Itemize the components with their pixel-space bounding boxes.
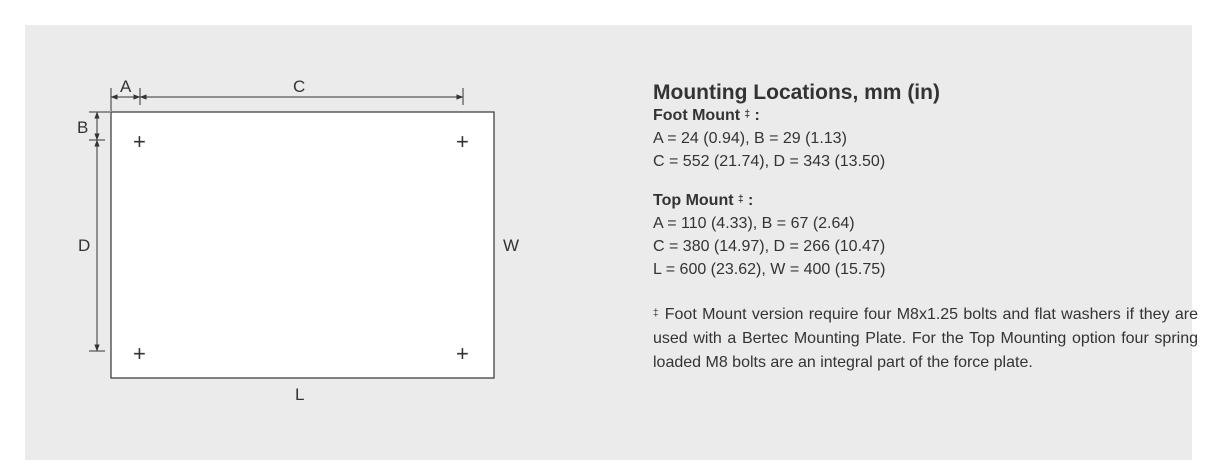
top-mount-suffix: : [748, 192, 754, 209]
plate-outline [111, 112, 494, 378]
label-a: A [120, 77, 132, 96]
top-mount-line: L = 600 (23.62), W = 400 (15.75) [653, 261, 886, 278]
label-d: D [78, 236, 91, 255]
mounting-panel [25, 25, 1199, 460]
mounting-title: Mounting Locations, mm (in) [653, 81, 940, 104]
label-b: B [77, 118, 89, 137]
foot-mount-marker: ‡ [744, 109, 751, 120]
foot-mount-line: A = 24 (0.94), B = 29 (1.13) [653, 130, 847, 147]
mount-mark-bottom-left: + [133, 341, 146, 366]
top-mount-marker: ‡ [738, 194, 744, 205]
mount-mark-top-right: + [456, 129, 469, 154]
mounting-info [653, 81, 1198, 375]
label-w: W [503, 236, 520, 255]
note-text: Foot Mount version require four M8x1.25 bolts and flat washers if they are used with a Bertec Mounting Plate. For the Top Mounting option four spring loaded M8 bolts are an integral part of the force plate. [653, 306, 1199, 371]
mounting-note [653, 303, 1198, 375]
label-l: L [295, 385, 305, 404]
foot-mount-suffix: : [754, 107, 760, 124]
mounting-diagram [25, 25, 625, 460]
foot-mount-title [653, 105, 1198, 127]
foot-mount-title-text: Foot Mount [653, 107, 741, 124]
mount-mark-top-left: + [133, 129, 146, 154]
note-marker: ‡ [653, 308, 660, 319]
top-mount-line: C = 380 (14.97), D = 266 (10.47) [653, 238, 886, 255]
foot-mount-line: C = 552 (21.74), D = 343 (13.50) [653, 153, 886, 170]
mount-mark-bottom-right: + [456, 341, 469, 366]
top-mount-line: A = 110 (4.33), B = 67 (2.64) [653, 215, 855, 232]
top-mount-title [653, 190, 1198, 212]
label-c: C [293, 77, 306, 96]
top-mount-title-text: Top Mount [653, 192, 734, 209]
